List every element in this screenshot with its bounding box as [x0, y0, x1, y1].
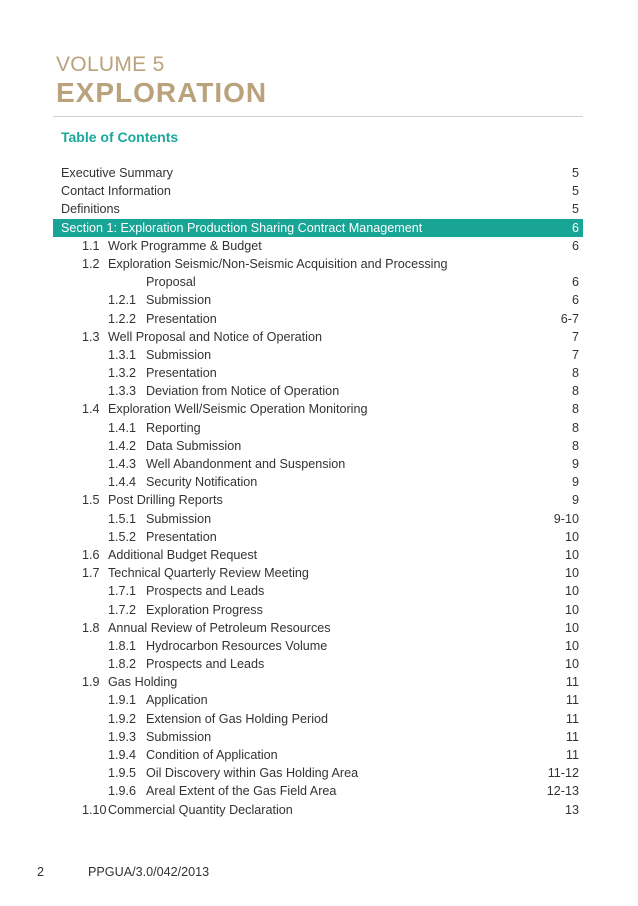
toc-entry[interactable]: [53, 164, 583, 182]
toc-entry-page: 5: [571, 202, 579, 217]
toc-entry[interactable]: [53, 346, 583, 364]
toc-entry[interactable]: [53, 237, 583, 255]
toc-entry-page: 6: [571, 293, 579, 308]
toc-entry-title: Prospects and Leads: [146, 657, 265, 672]
toc-entry[interactable]: [53, 455, 583, 473]
toc-entry-title: Submission: [146, 293, 212, 308]
toc-entry-number: 1.6: [82, 547, 100, 562]
toc-entry[interactable]: [53, 564, 583, 582]
toc-entry-number: 1.1: [82, 238, 100, 253]
toc-entry-page: 9: [571, 493, 579, 508]
toc-entry-page: 8: [571, 438, 579, 453]
toc-entry[interactable]: [53, 255, 583, 273]
toc-entry-title: Contact Information: [61, 184, 171, 199]
toc-entry-page: 11-12: [547, 766, 579, 781]
toc-entry-page: 10: [564, 584, 579, 599]
toc-entry[interactable]: [53, 273, 583, 291]
toc-entry-number: 1.2.2: [108, 311, 137, 326]
toc-entry-page: 11: [565, 693, 579, 708]
toc-entry-title: Exploration Well/Seismic Operation Monitoring: [108, 402, 368, 417]
toc-entry-page: 11: [565, 729, 579, 744]
toc-entry-title: Executive Summary: [61, 166, 173, 180]
toc-entry[interactable]: [53, 437, 583, 455]
toc-entry[interactable]: [53, 746, 583, 764]
table-of-contents: [53, 164, 583, 819]
toc-entry[interactable]: [53, 637, 583, 655]
toc-entry[interactable]: [53, 728, 583, 746]
toc-entry-title: Work Programme & Budget: [108, 238, 262, 253]
toc-entry-title: Reporting: [146, 420, 201, 435]
toc-entry-number: 1.4: [82, 402, 100, 417]
toc-entry[interactable]: [53, 782, 583, 800]
toc-entry-page: 7: [571, 329, 579, 344]
toc-entry-page: 13: [564, 802, 579, 817]
toc-entry[interactable]: [53, 601, 583, 619]
toc-entry-number: 1.9.5: [108, 766, 137, 781]
toc-entry-title: Annual Review of Petroleum Resources: [108, 620, 331, 635]
toc-entry-title: Well Proposal and Notice of Operation: [108, 329, 322, 344]
toc-entry-number: 1.7: [82, 566, 100, 581]
toc-entry-page: 10: [564, 566, 579, 581]
toc-entry-title: Submission: [146, 729, 212, 744]
toc-entry-number: 1.2.1: [108, 293, 137, 308]
toc-entry-page: 5: [571, 166, 579, 180]
toc-entry-number: 1.4.4: [108, 475, 137, 490]
toc-entry-title: Submission: [146, 347, 212, 362]
toc-entry[interactable]: [53, 382, 583, 400]
toc-entry-number: 1.8.2: [108, 657, 137, 672]
toc-entry-title: Presentation: [146, 366, 217, 381]
toc-entry-title: Commercial Quantity Declaration: [108, 802, 293, 817]
toc-entry[interactable]: [53, 364, 583, 382]
toc-entry-number: 1.9.1: [108, 693, 137, 708]
toc-entry-page: 6-7: [560, 311, 579, 326]
toc-entry-title: Extension of Gas Holding Period: [146, 711, 329, 726]
toc-entry-page: 10: [564, 620, 579, 635]
toc-entry[interactable]: [53, 182, 583, 200]
toc-entry-number: 1.3.1: [108, 347, 137, 362]
toc-entry[interactable]: [53, 310, 583, 328]
toc-entry[interactable]: [53, 582, 583, 600]
toc-entry[interactable]: [53, 291, 583, 309]
toc-entry-number: 1.9: [82, 675, 100, 690]
toc-entry-title: Presentation: [146, 529, 217, 544]
toc-entry-number: 1.2: [82, 256, 100, 271]
toc-entry-number: 1.10: [82, 802, 107, 817]
toc-entry-page: 10: [564, 547, 579, 562]
toc-entry[interactable]: [53, 200, 583, 218]
toc-entry-title: Definitions: [61, 202, 120, 217]
toc-entry-title: Gas Holding: [108, 675, 178, 690]
toc-entry-number: 1.3: [82, 329, 100, 344]
toc-entry[interactable]: [53, 655, 583, 673]
toc-entry-number: 1.4.2: [108, 438, 137, 453]
toc-entry-page: 6: [571, 275, 579, 290]
toc-entry[interactable]: [53, 219, 583, 237]
toc-entry[interactable]: [53, 710, 583, 728]
toc-entry-number: 1.4.1: [108, 420, 137, 435]
toc-entry-number: 1.8.1: [108, 638, 137, 653]
footer-document-code: PPGUA/3.0/042/2013: [88, 865, 210, 879]
toc-entry-page: 9-10: [553, 511, 579, 526]
toc-entry-page: 9: [571, 457, 579, 471]
toc-entry-page: 12-13: [546, 784, 579, 799]
toc-entry-title: Proposal: [146, 275, 196, 290]
toc-entry-title: Well Abandonment and Suspension: [146, 457, 346, 471]
volume-label: VOLUME 5: [56, 53, 165, 76]
toc-entry-number: 1.7.2: [108, 602, 137, 617]
toc-entry-page: 8: [571, 402, 579, 417]
toc-entry-page: 9: [571, 475, 579, 490]
toc-entry-title: Hydrocarbon Resources Volume: [146, 638, 328, 653]
toc-entry[interactable]: [53, 764, 583, 782]
toc-entry-page: 10: [564, 602, 579, 617]
toc-entry-page: 11: [565, 675, 579, 690]
toc-entry[interactable]: [53, 801, 583, 819]
toc-entry-page: 6: [571, 220, 579, 235]
toc-entry-title: Prospects and Leads: [146, 584, 265, 599]
toc-entry-page: 10: [564, 657, 579, 672]
toc-entry-page: 5: [571, 184, 579, 199]
toc-entry-title: Additional Budget Request: [108, 547, 258, 562]
toc-entry-page: 10: [564, 529, 579, 544]
toc-entry[interactable]: [53, 491, 583, 509]
toc-entry-title: Section 1: Exploration Production Sharing Contract Management: [61, 220, 423, 235]
toc-entry-title: Data Submission: [146, 438, 242, 453]
toc-entry-title: Deviation from Notice of Operation: [146, 384, 340, 399]
toc-entry-page: 8: [571, 420, 579, 435]
toc-entry-number: 1.4.3: [108, 457, 137, 471]
toc-entry-title: Oil Discovery within Gas Holding Area: [146, 766, 359, 781]
toc-entry-number: 1.9.6: [108, 784, 137, 799]
toc-entry-title: Submission: [146, 511, 212, 526]
toc-entry-title: Security Notification: [146, 475, 258, 490]
toc-entry-title: Post Drilling Reports: [108, 493, 223, 508]
toc-entry-page: 11: [565, 748, 579, 762]
toc-entry-page: 8: [571, 366, 579, 381]
toc-entry[interactable]: [53, 510, 583, 528]
toc-entry[interactable]: [53, 619, 583, 637]
toc-entry[interactable]: [53, 328, 583, 346]
toc-entry-page: 8: [571, 384, 579, 399]
toc-entry-title: Presentation: [146, 311, 217, 326]
toc-entry-title: Condition of Application: [146, 748, 278, 762]
toc-entry-number: 1.9.2: [108, 711, 137, 726]
toc-entry-number: 1.7.1: [108, 584, 137, 599]
toc-entry-page: 11: [565, 711, 579, 726]
toc-entry[interactable]: [53, 419, 583, 437]
toc-entry-number: 1.8: [82, 620, 100, 635]
toc-heading: Table of Contents: [61, 129, 179, 145]
toc-entry-page: 6: [571, 238, 579, 253]
toc-entry-title: Application: [146, 693, 208, 708]
toc-entry-title: Exploration Seismic/Non-Seismic Acquisition and Processing: [108, 256, 448, 271]
toc-entry-page: 10: [564, 638, 579, 653]
toc-entry-number: 1.9.3: [108, 729, 137, 744]
toc-entry[interactable]: [53, 400, 583, 418]
toc-entry[interactable]: [53, 546, 583, 564]
title-divider: [53, 116, 583, 117]
toc-entry-number: 1.5.2: [108, 529, 137, 544]
document-title: EXPLORATION: [56, 77, 268, 108]
toc-entry-title: Exploration Progress: [146, 602, 263, 617]
toc-entry-number: 1.5.1: [108, 511, 137, 526]
toc-entry-number: 1.9.4: [108, 748, 137, 762]
toc-entry[interactable]: [53, 473, 583, 491]
toc-entry[interactable]: [53, 691, 583, 709]
footer-page-number: 2: [37, 865, 45, 879]
toc-entry-number: 1.5: [82, 493, 100, 508]
toc-entry-title: Areal Extent of the Gas Field Area: [146, 784, 337, 799]
toc-entry-number: 1.3.2: [108, 366, 137, 381]
toc-entry[interactable]: [53, 673, 583, 691]
toc-entry[interactable]: [53, 528, 583, 546]
toc-entry-title: Technical Quarterly Review Meeting: [108, 566, 309, 581]
toc-entry-page: 7: [571, 347, 579, 362]
toc-entry-number: 1.3.3: [108, 384, 137, 399]
